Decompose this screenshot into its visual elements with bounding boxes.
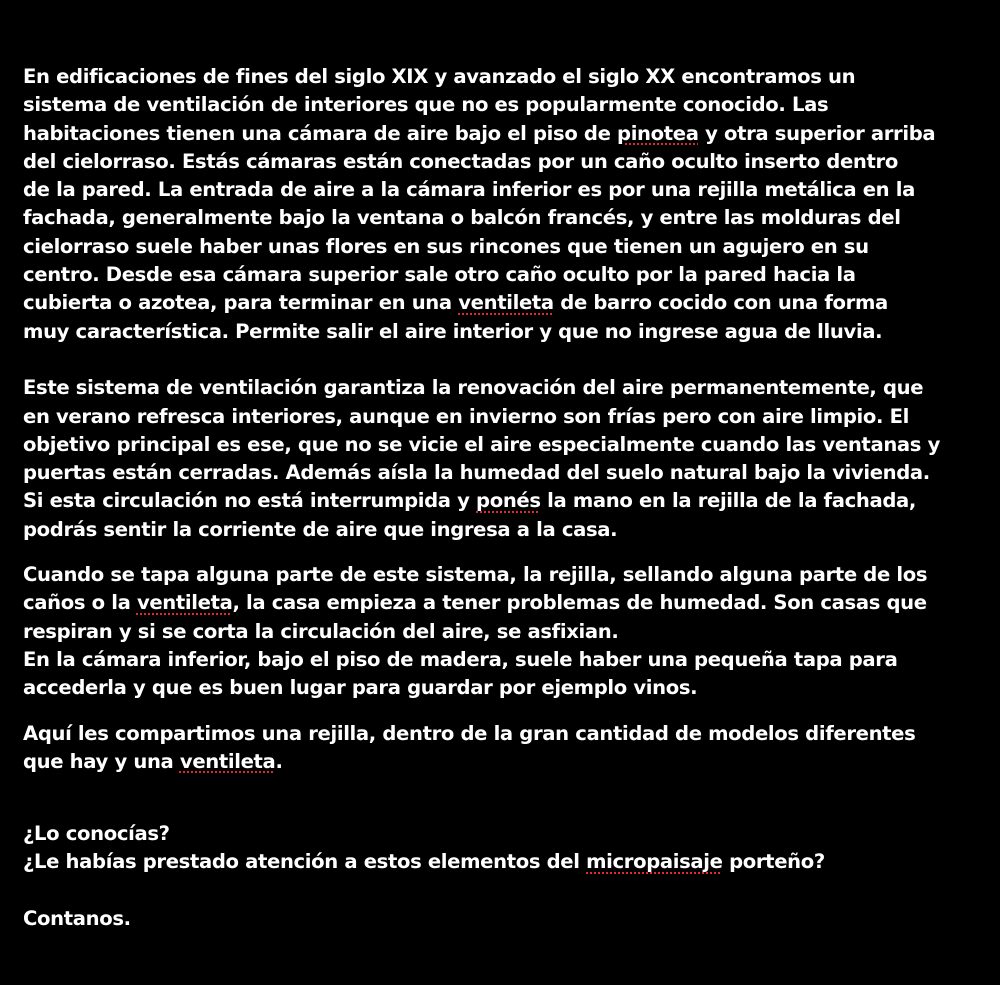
- paragraph-questions: [23, 820, 983, 877]
- paragraph-closing: [23, 905, 983, 933]
- text-line: Cuando se tapa alguna parte de este sistema, la rejilla, sellando alguna parte de los: [23, 563, 928, 587]
- text-line: objetivo principal es ese, que no se vicie el aire especialmente cuando las ventanas y: [23, 432, 940, 456]
- text-line: habitaciones tienen una cámara de aire bajo el piso de pinotea y otra superior arriba: [23, 121, 936, 145]
- text-line: Aquí les compartimos una rejilla, dentro de la gran cantidad de modelos diferentes: [23, 721, 916, 745]
- text-line: En edificaciones de fines del siglo XIX y avanzado el siglo XX encontramos un: [23, 65, 856, 88]
- text-line: cubierta o azotea, para terminar en una ventileta de barro cocido con una forma: [23, 291, 888, 315]
- misspelled-word[interactable]: ponés: [476, 489, 541, 513]
- paragraph-sharing: [23, 720, 983, 777]
- paragraph-intro: [23, 63, 983, 346]
- text-line: puertas están cerradas. Además aísla la humedad del suelo natural bajo la vivienda.: [23, 461, 930, 485]
- paragraph-benefits: [23, 374, 983, 544]
- text-line: podrás sentir la corriente de aire que ingresa a la casa.: [23, 517, 618, 541]
- text-line: Este sistema de ventilación garantiza la renovación del aire permanentemente, que: [23, 376, 924, 400]
- text-line: del cielorraso. Estás cámaras están conectadas por un caño oculto inserto dentro: [23, 149, 898, 173]
- text-line: centro. Desde esa cámara superior sale otro caño oculto por la pared hacia la: [23, 263, 856, 287]
- text-line: de la pared. La entrada de aire a la cámara inferior es por una rejilla metálica en la: [23, 178, 915, 202]
- text-line: sistema de ventilación de interiores que no es popularmente conocido. Las: [23, 93, 829, 117]
- text-line: En la cámara inferior, bajo el piso de madera, suele haber una pequeña tapa para: [23, 647, 898, 671]
- text-line: Si esta circulación no está interrumpida y ponés la mano en la rejilla de la fachada,: [23, 489, 916, 513]
- text-line: en verano refresca interiores, aunque en invierno son frías pero con aire limpio. El: [23, 404, 909, 428]
- text-line: accederla y que es buen lugar para guardar por ejemplo vinos.: [23, 676, 698, 700]
- paragraph-problems: [23, 561, 983, 702]
- text-line: fachada, generalmente bajo la ventana o balcón francés, y entre las molduras del: [23, 206, 901, 230]
- misspelled-word[interactable]: micropaisaje: [586, 850, 723, 874]
- misspelled-word[interactable]: ventileta: [136, 591, 233, 615]
- text-line: respiran y si se corta la circulación del aire, se asfixian.: [23, 619, 619, 643]
- text-line: ¿Lo conocías?: [23, 822, 170, 846]
- text-line: que hay y una ventileta.: [23, 749, 283, 773]
- misspelled-word[interactable]: ventileta: [458, 291, 554, 315]
- misspelled-word[interactable]: pinotea: [617, 121, 699, 145]
- misspelled-word[interactable]: ventileta: [179, 749, 276, 773]
- text-line: muy característica. Permite salir el aire interior y que no ingrese agua de lluvia.: [23, 319, 883, 343]
- text-line: cielorraso suele haber unas flores en sus rincones que tienen un agujero en su: [23, 234, 869, 258]
- text-line: caños o la ventileta, la casa empieza a tener problemas de humedad. Son casas que: [23, 591, 927, 615]
- text-line: ¿Le habías prestado atención a estos elementos del micropaisaje porteño?: [23, 850, 825, 874]
- text-line: Contanos.: [23, 907, 131, 931]
- post-text: [23, 63, 983, 933]
